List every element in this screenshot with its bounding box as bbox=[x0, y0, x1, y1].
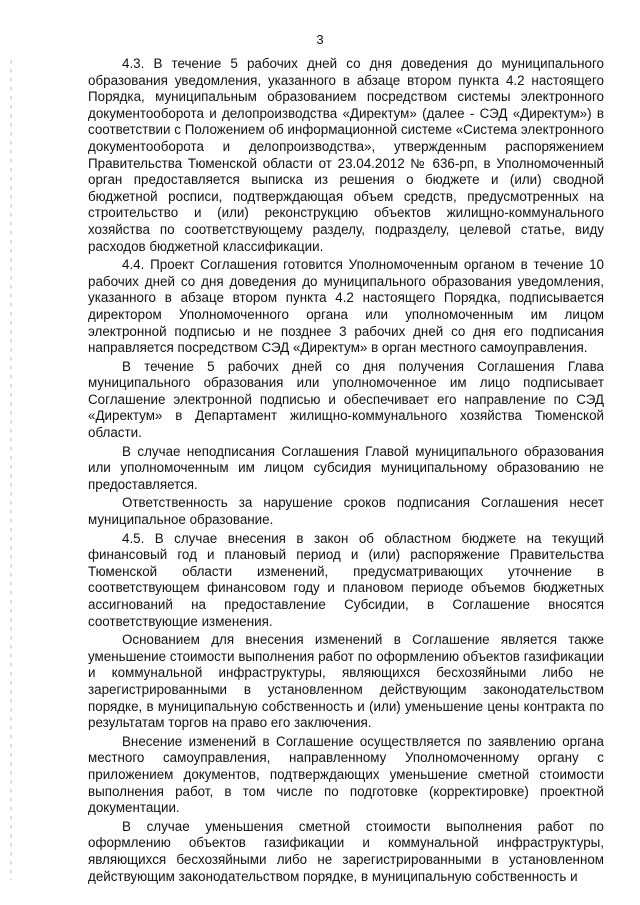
paragraph-4-4: 4.4. Проект Соглашения готовится Уполномоченным органом в течение 10 рабочих дней со дня доведения до муниципального образования уведомления, указанного в абзаце втором пункта 4.2 настоящего Порядка, подписывается директором Уполномоченного органа или уполномоченным им лицом электронной подписью и не позднее 3 рабочих дней со дня его подписания направляется посредством СЭД «Директум» в орган местного самоуправления. bbox=[88, 257, 604, 356]
paragraph-grounds: Основанием для внесения изменений в Соглашение является также уменьшение стоимости выполнения работ по оформлению объектов газификации и коммунальной инфраструктуры, являющихся бесхозяйными либо не зарегистрированными в установленном действующим законодательством порядке, в муниципальную собственность и (или) уменьшение цены контракта по результатам торгов на право его заключения. bbox=[88, 632, 604, 731]
paragraph-4-5: 4.5. В случае внесения в закон об областном бюджете на текущий финансовый год и плановый период и (или) распоряжение Правительства Тюменской области изменений, предусматривающих уточнение в соответствующем финансовом году и плановом периоде объемов бюджетных ассигнований на предоставление Субсидии, в Соглашение вносятся соответствующие изменения. bbox=[88, 530, 604, 629]
paragraph-signing: В течение 5 рабочих дней со дня получения Соглашения Глава муниципального образования или уполномоченное им лицо подписывает Соглашение электронной подписью и обеспечивает его направление по СЭД «Директум» в Департамент жилищно-коммунального хозяйства Тюменской области. bbox=[88, 358, 604, 441]
paragraph-responsibility: Ответственность за нарушение сроков подписания Соглашения несет муниципальное образование. bbox=[88, 495, 604, 528]
paragraph-4-3: 4.3. В течение 5 рабочих дней со дня доведения до муниципального образования уведомления, указанного в абзаце втором пункта 4.2 настоящего Порядка, муниципальным образованием посредством системы электронного документооборота и делопроизводства «Директум» (далее - СЭД «Директум») в соответствии с Положением об информационной системе «Система электронного документооборота и делопроизводства», утвержденным распоряжением Правительства Тюменской области от 23.04.2012 № 636-рп, в Уполномоченный орган предоставляется выписка из решения о бюджете и (или) сводной бюджетной росписи, подтверждающая объем средств, предусмотренных на строительство и (или) реконструкцию объектов жилищно-коммунального хозяйства по соответствующему разделу, подразделу, целевой статье, виду расходов бюджетной классификации. bbox=[88, 56, 604, 254]
paragraph-not-signed: В случае неподписания Соглашения Главой муниципального образования или уполномоченным им лицом субсидия муниципальному образованию не предоставляется. bbox=[88, 443, 604, 492]
page-number: 3 bbox=[316, 32, 324, 47]
scan-edge-marks bbox=[10, 60, 12, 880]
paragraph-changes-request: Внесение изменений в Соглашение осуществляется по заявлению органа местного самоуправления, направленному Уполномоченному органу с приложением документов, подтверждающих уменьшение сметной стоимости выполнения работ, в том числе по подготовке (корректировке) проектной документации. bbox=[88, 733, 604, 816]
document-body bbox=[88, 56, 604, 887]
paragraph-cost-reduction: В случае уменьшения сметной стоимости выполнения работ по оформлению объектов газификации и коммунальной инфраструктуры, являющихся бесхозяйными либо не зарегистрированными в установленном действующим законодательством порядке, в муниципальную собственность и bbox=[88, 818, 604, 884]
